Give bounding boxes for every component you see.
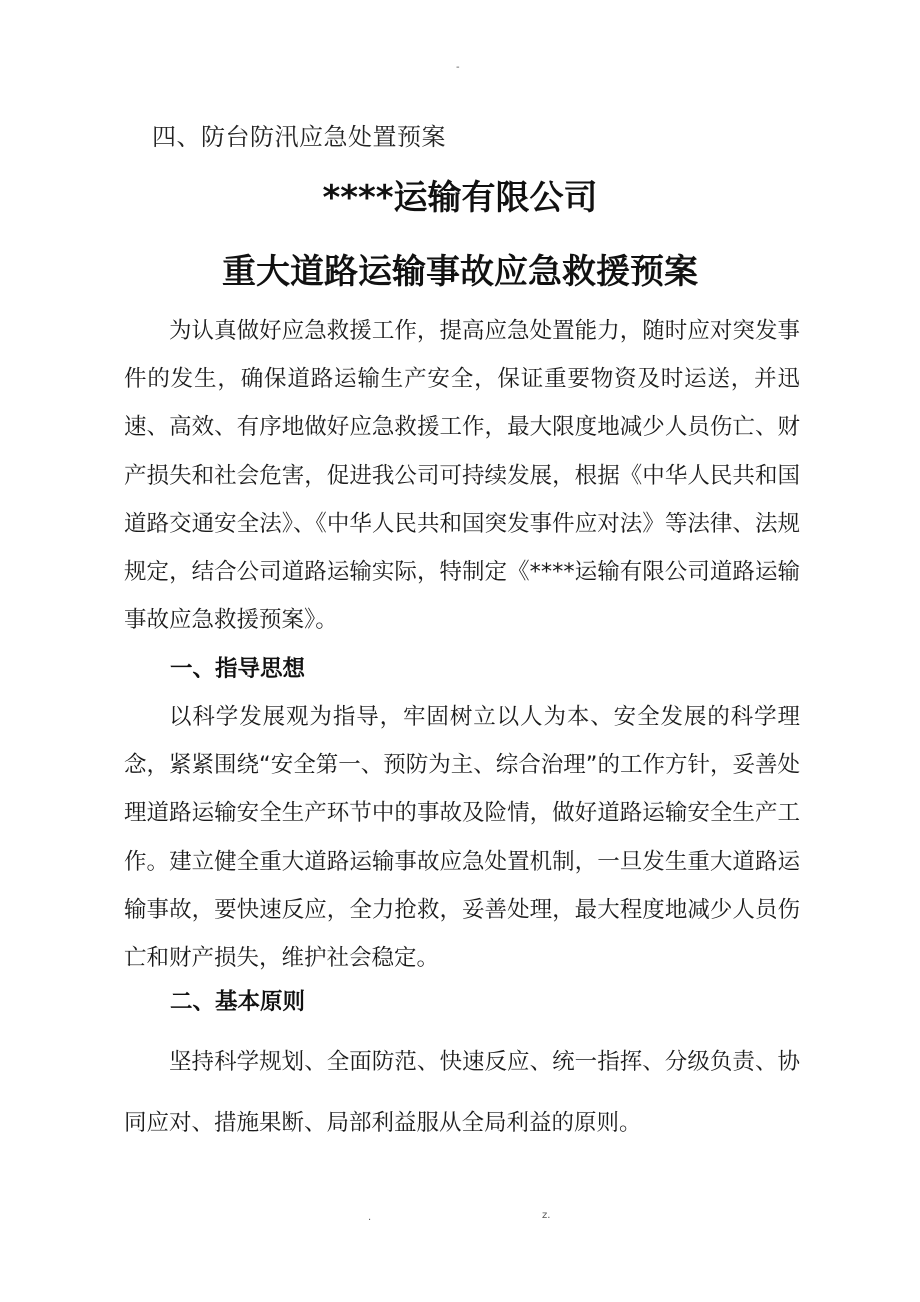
company-title: ****运输有限公司 (322, 178, 598, 218)
plan-title: 重大道路运输事故应急救援预案 (222, 252, 698, 292)
header-mark: - (456, 62, 460, 73)
basic-principles-paragraph: 坚持科学规划、全面防范、快速反应、统一指挥、分级负责、协同应对、措施果断、局部利益服从全局利益的原则。 (124, 1049, 800, 1136)
section-heading-guiding-thought: 一、指导思想 (170, 656, 306, 682)
footer-left-mark: . (368, 1212, 372, 1223)
section-heading-basic-principles: 二、基本原则 (170, 989, 306, 1015)
footer-right-mark: z. (542, 1210, 551, 1221)
intro-paragraph: 为认真做好应急救援工作，提高应急处置能力，随时应对突发事件的发生，确保道路运输生产安全，保证重要物资及时运送，并迅速、高效、有序地做好应急救援工作，最大限度地减少人员伤亡、财产损失和社会危害，促进我公司可持续发展，根据《中华人民共和国道路交通安全法》、《中华人民共和国突发事件应对法》等法律、法规规定，结合公司道路运输实际，特制定《****运输有限公司道路运输事故应急救援预案》。 (124, 318, 800, 634)
section-label: 四、防台防汛应急处置预案 (152, 123, 446, 151)
guiding-thought-paragraph: 以科学发展观为指导，牢固树立以人为本、安全发展的科学理念，紧紧围绕“安全第一、预防为主、综合治理”的工作方针，妥善处理道路运输安全生产环节中的事故及险情，做好道路运输安全生产工作。建立健全重大道路运输事故应急处置机制，一旦发生重大道路运输事故，要快速反应，全力抢救，妥善处理，最大程度地减少人员伤亡和财产损失，维护社会稳定。 (124, 704, 800, 972)
